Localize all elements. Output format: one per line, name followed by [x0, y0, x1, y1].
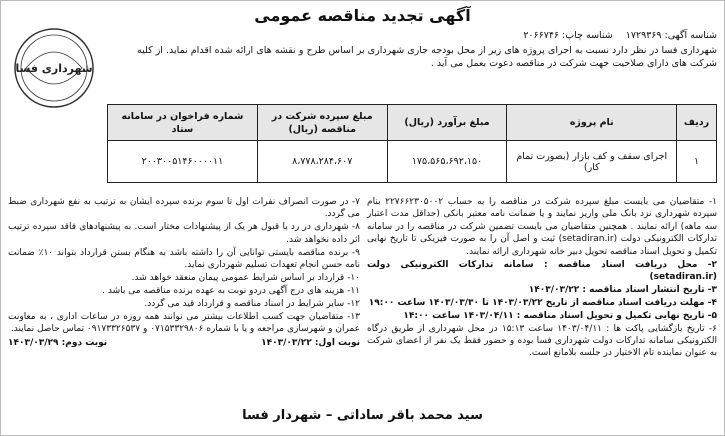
- header-deposit: مبلغ سپرده شرکت در مناقصه (ریال): [257, 105, 387, 141]
- mayor-signature: سید محمد باقر ساداتی – شهردار فسا: [242, 408, 483, 423]
- cell-estimate: ۱۷۵،۵۶۵،۶۹۲،۱۵۰: [387, 141, 507, 183]
- ad-id: شناسه آگهی: ۱۷۲۹۳۶۹: [625, 30, 717, 41]
- term-item: ۶- تاریخ بازگشایی پاکت ها : ۱۴۰۳/۰۴/۱۱ ساعت ۱۵:۱۳ در محل شهرداری از طریق درگاه الکترونیکی سامانه تدارکات دولت شهرداری فسا بوده و حضور فقط یک نفر از اعضای شرکت به عنوان نماینده تام الاختیار در جلسه بلامانع است.: [367, 323, 717, 359]
- publish-dates: [8, 337, 360, 349]
- publish-second: نوبت دوم: ۱۴۰۳/۰۳/۲۹: [8, 338, 108, 349]
- term-item: ۳- تاریخ انتشار اسناد مناقصه : ۱۴۰۳/۰۳/۲۲: [528, 284, 717, 295]
- table-header-row: [108, 105, 717, 141]
- notice-title: آگهی تجدید مناقصه عمومی: [254, 6, 471, 25]
- header-row-number: ردیف: [677, 105, 717, 141]
- term-item: ۱۱- هزینه های درج آگهی دردو نوبت به عهده برنده مناقصه می باشد .: [102, 285, 360, 296]
- term-item: ۵- تاریخ نهایی تکمیل و تحویل اسناد مناقصه : ۱۴۰۳/۰۴/۱۱ ساعت ۱۴:۰۰: [403, 310, 717, 321]
- seal-text: شهرداری فسا: [15, 62, 93, 75]
- notice-intro: شهرداری فسا در نظر دارد نسبت به اجرای پروژه های زیر از محل بودجه جاری شهرداری بر اساس طرح و نقشه های ارائه شده اقدام نماید. از کلیه شرکت های دارای صلاحیت جهت شرکت در مناقصه دعوت بعمل می آید .: [137, 45, 717, 69]
- term-item: ۱۲- سایر شرایط در اسناد مناقصه و قرارداد قید می گردد.: [144, 298, 360, 309]
- header-project-name: نام پروژه: [507, 105, 677, 141]
- print-id: شناسه چاپ: ۲۰۶۶۷۴۶: [523, 30, 613, 41]
- terms-left-column: [8, 196, 360, 350]
- cell-deposit: ۸،۷۷۸،۲۸۴،۶۰۷: [257, 141, 387, 183]
- header-estimate: مبلغ برآورد (ریال): [387, 105, 507, 141]
- header-call-number: شماره فراخوان در سامانه ستاد: [108, 105, 258, 141]
- notice-ids: [513, 30, 717, 41]
- publish-first: نوبت اول: ۱۴۰۳/۰۳/۲۲: [261, 338, 360, 349]
- term-item: ۲- محل دریافت اسناد مناقصه : سامانه تدارکات الکترونیکی دولت (setadiran.ir): [367, 259, 717, 282]
- term-item: ۱۰- قرارداد بر اساس شرایط عمومی پیمان منعقد خواهد شد.: [131, 272, 360, 283]
- term-item: ۱- متقاضیان می بایست مبلغ سپرده شرکت در مناقصه را به حساب ۲۲۷۶۶۲۳۰۵۰۰۲ بنام سپرده شهرداری نزد بانک ملی واریز نمایند و یا ضمانت نامه معتبر بانکی (حداقل مدت اعتبار سه ماهه) ارائه نمایند . همچنین متقاضیان می بایست تضمین شرکت در مناقصه را در سامانه تدارکات الکترونیکی دولت (setadiran.ir) ثبت و اصل آن را به صورت فیزیکی تا تاریخ نهایی تکمیل و تحویل اسناد مناقصه تحویل دبیر خانه شهرداری ارائه نمایند.: [367, 197, 717, 257]
- cell-project-name: اجرای سقف و کف بازار (بصورت تمام کار): [507, 141, 677, 183]
- cell-row-number: ۱: [677, 141, 717, 183]
- term-item: ۸- شهرداری در رد یا قبول هر یک از پیشنهادات مختار است. به پیشنهادهای فاقد سپرده ترتیب اثر داده نخواهد شد.: [8, 222, 360, 245]
- term-item: ۹- برنده مناقصه بایستی توانایی آن را داشته باشد به هنگام بستن قرارداد بتواند ۱۰٪ ضمانت نامه حسن انجام تعهدات تسلیم شهرداری نماید.: [8, 247, 360, 271]
- cell-call-number: ۲۰۰۳۰۰۵۱۴۶۰۰۰۰۱۱: [108, 141, 258, 183]
- table-row: [108, 141, 717, 183]
- term-item: ۱۳- متقاضیان جهت کسب اطلاعات بیشتر می توانند همه روزه در ساعات اداری ، به معاونت عمران و شهرسازی مراجعه و یا با شماره ۰۷۱۵۳۳۲۹۸۰۶ و ۰۹۱۷۳۳۲۶۵۳۷ تماس حاصل نمایند.: [8, 311, 360, 335]
- tender-table: [107, 104, 717, 183]
- terms-section: [4, 196, 721, 396]
- municipality-seal-icon: [12, 26, 96, 110]
- tender-notice: [4, 4, 721, 432]
- terms-right-column: [367, 196, 717, 360]
- term-item: ۴- مهلت دریافت اسناد مناقصه از تاریخ ۱۴۰۳/۰۳/۲۲ تا ۱۴۰۳/۰۳/۳۰ ساعت ۱۹:۰۰: [368, 297, 717, 308]
- term-item: ۷- در صورت انصراف نفرات اول تا سوم برنده سپرده ایشان به ترتیب به نفع شهرداری ضبط می گردد.: [8, 197, 360, 220]
